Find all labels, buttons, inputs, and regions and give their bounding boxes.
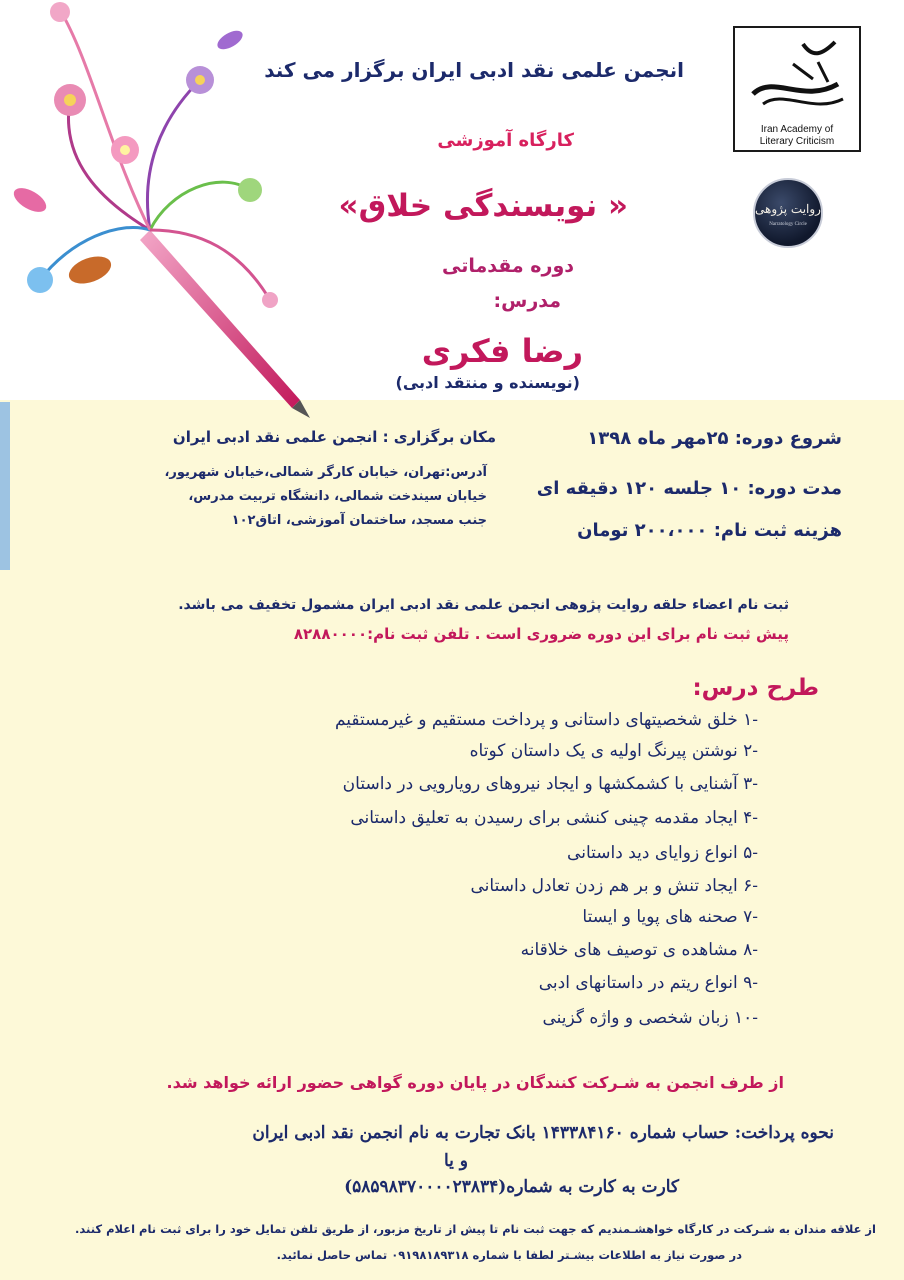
academy-name-line2: Literary Criticism (759, 136, 835, 147)
address-line: جنب مسجد، ساختمان آموزشی، اتاق۱۰۲ (231, 513, 487, 528)
venue-title: مکان برگزاری : انجمن علمی نقد ادبی ایران (172, 428, 496, 446)
payment-card: کارت به کارت به شماره(۵۸۵۹۸۳۷۰۰۰۰۲۳۸۳۴) (344, 1177, 679, 1197)
preregistration-notice: پیش ثبت نام برای این دوره ضروری است . تلفن ثبت نام:۸۲۸۸۰۰۰۰ (293, 625, 789, 643)
syllabus-item: -۱۰ زبان شخصی و واژه گزینی (542, 1008, 758, 1028)
syllabus-item: -۳ آشنایی با کشمکشها و ایجاد نیروهای رویارویی در داستان (342, 774, 758, 794)
instructor-name: رضا فکری (421, 332, 583, 370)
syllabus-item: -۸ مشاهده ی توصیف های خلاقانه (520, 940, 758, 960)
instructor-label: مدرس: (493, 290, 561, 312)
narratology-circle-logo (753, 178, 823, 248)
syllabus-item: -۵ انواع زوایای دید داستانی (567, 843, 758, 863)
payment-account: نحوه پرداخت: حساب شماره ۱۴۳۳۸۴۱۶۰ بانک تجارت به نام انجمن نقد ادبی ایران (252, 1123, 834, 1143)
calligraphy-logo-icon (743, 34, 853, 120)
discount-notice: ثبت نام اعضاء حلقه روایت پژوهی انجمن علمی نقد ادبی ایران مشمول تخفیف می باشد. (178, 597, 789, 613)
footer-note-registration: از علاقه مندان به شـرکت در کارگاه خواهشـمندیم که جهت ثبت نام تا پیش از تاریخ مزبور، از طریق تلفن تمایل خود را برای ثبت نام اعلام کنند. (75, 1222, 876, 1236)
course-duration: مدت دوره: ۱۰ جلسه ۱۲۰ دقیقه ای (536, 478, 842, 499)
syllabus-item: -۴ ایجاد مقدمه چینی کنشی برای رسیدن به تعلیق داستانی (350, 808, 758, 828)
syllabus-title: طرح درس: (692, 675, 819, 701)
syllabus-item: -۹ انواع ریتم در داستانهای ادبی (538, 973, 758, 993)
footer-note-contact: در صورت نیاز به اطلاعات بیشـتر لطفا با شماره ۰۹۱۹۸۱۸۹۳۱۸ تماس حاصل نمائید. (276, 1248, 742, 1262)
syllabus-item: -۷ صحنه های پویا و ایستا (582, 907, 758, 927)
academy-logo (733, 26, 861, 152)
address-line: خیابان سیندخت شمالی، دانشگاه تربیت مدرس، (188, 489, 487, 504)
pencil-icon (140, 230, 310, 418)
syllabus-item: -۱ خلق شخصیتهای داستانی و پرداخت مستقیم و غیرمستقیم (334, 710, 758, 730)
certificate-notice: از طرف انجمن به شـرکت کنندگان در پایان دوره گواهی حضور ارائه خواهد شد. (166, 1073, 784, 1092)
course-start: شروع دوره: ۲۵مهر ماه ۱۳۹۸ (587, 428, 842, 449)
syllabus-item: -۲ نوشتن پیرنگ اولیه ی یک داستان کوتاه (469, 741, 758, 761)
academy-name-line1: Iran Academy of (760, 124, 834, 135)
circle-logo-subtitle: Narratology Circle (769, 222, 807, 227)
address-line: آدرس:تهران، خیابان کارگر شمالی،خیابان شهریور، (164, 465, 487, 480)
course-level: دوره مقدماتی (442, 255, 574, 277)
left-accent-bar (0, 402, 10, 570)
course-title: « نویسندگی خلاق» (338, 188, 628, 224)
workshop-label: کارگاه آموزشی (437, 130, 574, 151)
circle-logo-title: روایت پژوهی (755, 202, 821, 216)
syllabus-item: -۶ ایجاد تنش و بر هم زدن تعادل داستانی (470, 876, 758, 896)
payment-or: و یا (443, 1151, 468, 1171)
instructor-role: (نویسنده و منتقد ادبی) (395, 373, 580, 392)
organizer-line: انجمن علمی نقد ادبی ایران برگزار می کند (264, 58, 684, 82)
course-fee: هزینه ثبت نام: ۲۰۰،۰۰۰ تومان (577, 520, 842, 541)
